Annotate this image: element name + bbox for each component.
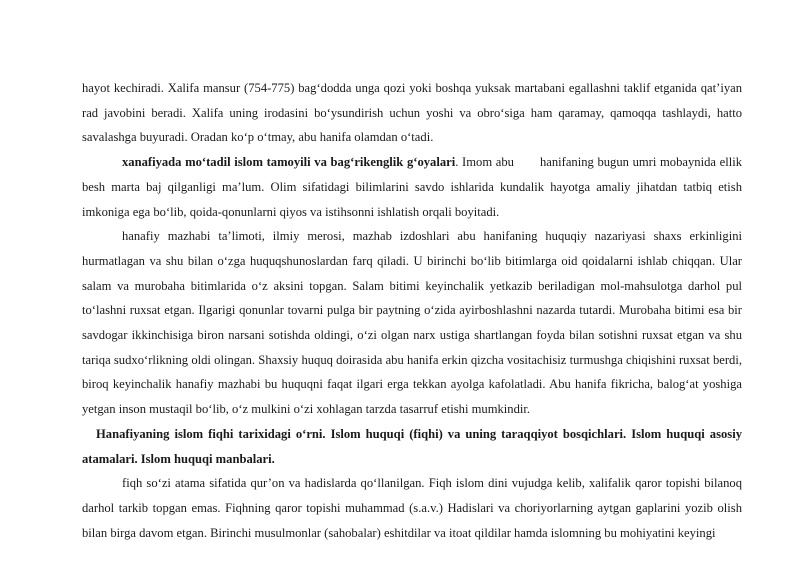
section-heading-hanafiya: Hanafiyaning islom fiqhi tarixidagi o‘rni. Islom huquqi (fiqhi) va uning taraqqiyot bosqichlari. Islom huquqi asosiy atamalari. Islom huquqi manbalari.: [82, 426, 742, 466]
paragraph-4: [82, 422, 742, 471]
paragraph-2-text-b: hanifaning bugun umri mobaynida ellik besh marta baj qilganligi ma’lum. Olim sifatidagi bilimlarini savdo ishlarida kundalik hayotga amaliy jihatdan tatbiq etish imkoniga ega bo‘lib, qoida-qonunlarni qiyos va istihsonni ishlatish orqali boyitadi.: [82, 155, 743, 219]
paragraph-1: hayot kechiradi. Xalifa mansur (754-775) bag‘dodda unga qozi yoki boshqa yuksak martabani egallashni taklif etganida qat’iyan rad javobini beradi. Xalifa uning irodasini bo‘ysundirish uchun yoshi va obro‘siga ham qaramay, qamoqqa tashlaydi, hatto savalashga buyuradi. Oradan ko‘p o‘tmay, abu hanifa olamdan o‘tadi.: [82, 81, 742, 145]
paragraph-5: fiqh so‘zi atama sifatida qur’on va hadislarda qo‘llanilgan. Fiqh islom dini vujudga kelib, xalifalik qaror topishi bilanoq darhol tarkib topgan emas. Fiqhning qaror topishi muhammad (s.a.v.) Hadislari va choriyorlarning aytgan gaplarini yozib olish bilan birga davom etgan. Birinchi musulmonlar (sahobalar) eshitdilar va itoat qildilar hamda islomning bu mohiyatini keyingi: [82, 476, 742, 540]
paragraph-2: [82, 150, 742, 224]
document-page: [82, 76, 742, 545]
paragraph-2-text-a: . Imom abu: [455, 155, 514, 170]
section-heading-xanafiya: xanafiyada mo‘tadil islom tamoyili va bag‘rikenglik g‘oyalari: [122, 155, 456, 170]
paragraph-3: hanafiy mazhabi ta’limoti, ilmiy merosi, mazhab izdoshlari abu hanifaning huquqiy nazariyasi shaxs erkinligini hurmatlagan va shu bilan o‘zga huquqshunoslardan farq qiladi. U birinchi bo‘lib bitimlarga oid qoidalarni ishlab chiqqan. Ular salam va murobaha bitimlarida o‘z aksini topgan. Salam bitimi keyinchalik yetkazib beriladigan mol-mahsulotga darhol pul to‘lashni ruxsat etgan. Ilgarigi qonunlar tovarni pulga bir paytning o‘zida ayirboshlashni nazarda tutardi. Murobaha bitimi esa bir savdogar ikkinchisiga biron narsani sotishda oldingi, o‘zi olgan narx ustiga shartlangan foyda bilan sotishni ruxsat etgan va shu tariqa sudxo‘rlikning oldi olingan. Shaxsiy huquq doirasida abu hanifa erkin qizcha vositachisiz turmushga chiqishini ruxsat berdi, biroq keyinchalik hanafiy mazhabi bu huquqni faqat ilgari erga tekkan ayolga kafolatladi. Abu hanifa fikricha, balog‘at yoshiga yetgan inson mustaqil bo‘lib, o‘z mulkini o‘zi xohlagan tarzda tasarruf etishi mumkindir.: [82, 229, 742, 417]
